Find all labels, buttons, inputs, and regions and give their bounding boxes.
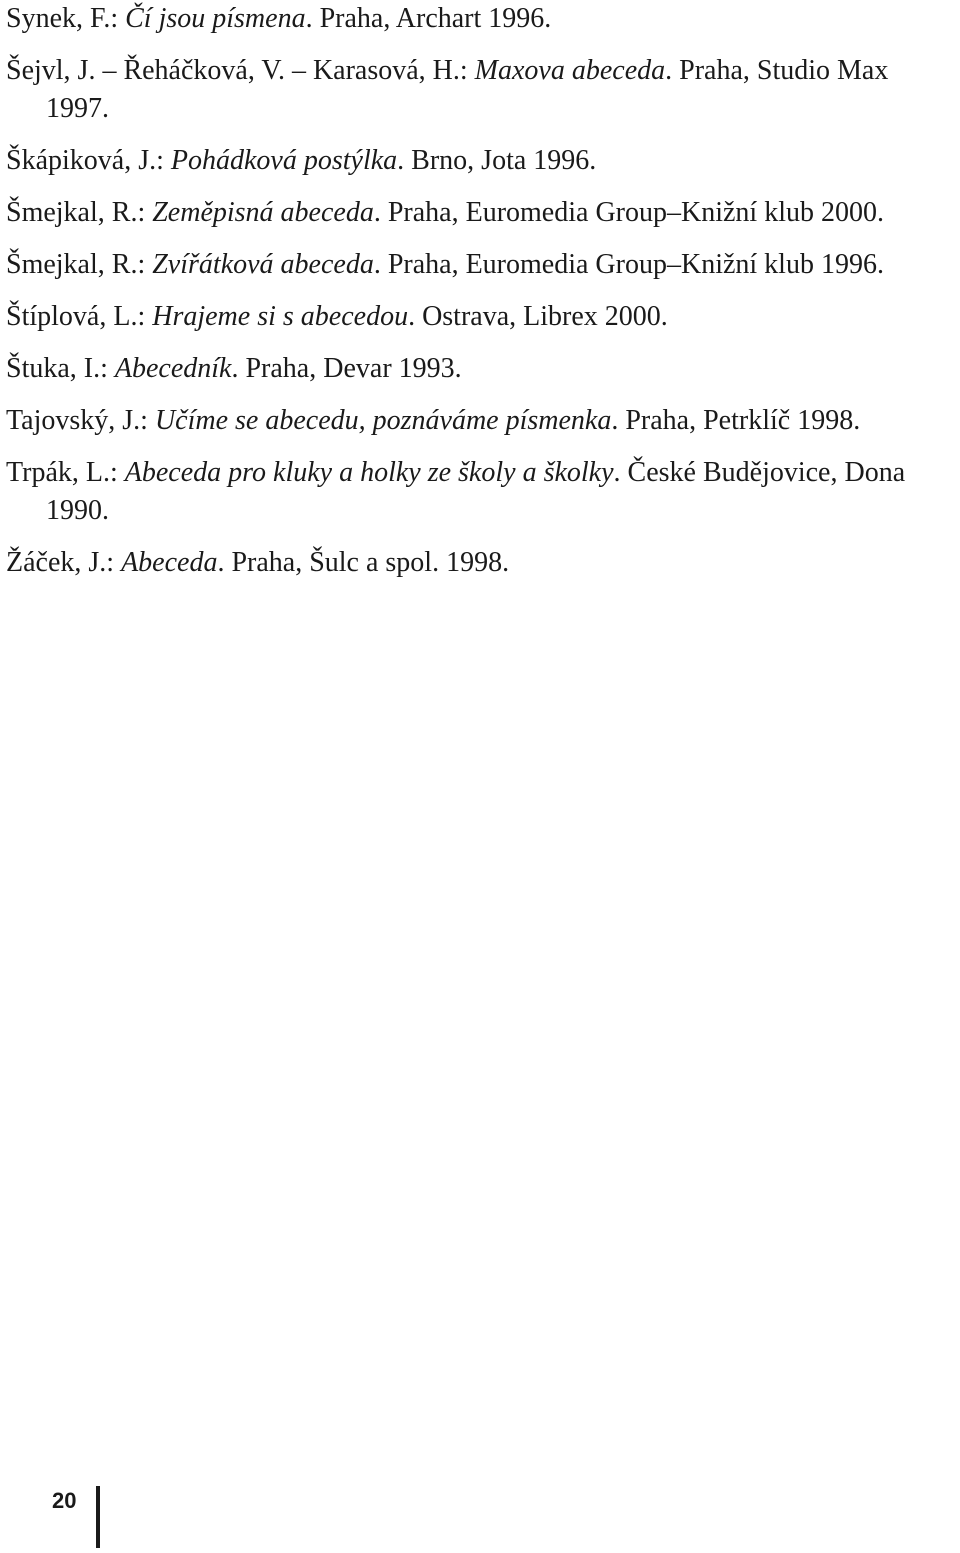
bibliography-entry bbox=[6, 0, 951, 38]
bibliography-entry bbox=[6, 142, 951, 180]
entry-title: Abeceda pro kluky a holky ze školy a školky bbox=[124, 457, 614, 488]
entry-title: Čí jsou písmena bbox=[125, 3, 306, 34]
entry-publication: . Praha, Devar 1993. bbox=[231, 353, 462, 384]
entry-title: Učíme se abecedu, poznáváme písmenka bbox=[154, 405, 612, 436]
entry-author: Synek, F.: bbox=[6, 3, 126, 34]
entry-publication: . Brno, Jota 1996. bbox=[397, 145, 597, 176]
entry-author: Tajovský, J.: bbox=[6, 405, 155, 436]
entry-title: Abeceda bbox=[121, 547, 218, 578]
bibliography-entry bbox=[6, 246, 951, 284]
entry-publication: . Praha, Studio Max 1997. bbox=[46, 55, 889, 124]
entry-author: Štíplová, L.: bbox=[6, 301, 153, 332]
entry-title: Pohádková postýlka bbox=[170, 145, 398, 176]
bibliography-entry bbox=[6, 454, 951, 530]
bibliography-entry bbox=[6, 298, 951, 336]
entry-author: Škápiková, J.: bbox=[6, 145, 171, 176]
bibliography-entry bbox=[6, 544, 951, 582]
entry-title: Zeměpisná abeceda bbox=[152, 197, 374, 228]
bibliography-entry bbox=[6, 350, 951, 388]
page-number: 20 bbox=[52, 1488, 77, 1513]
entry-author: Žáček, J.: bbox=[6, 547, 122, 578]
entry-title: Hrajeme si s abecedou bbox=[152, 301, 409, 332]
entry-publication: . Ostrava, Librex 2000. bbox=[408, 301, 668, 332]
entry-author: Trpák, L.: bbox=[6, 457, 125, 488]
entry-publication: . Praha, Euromedia Group–Knižní klub 1996. bbox=[373, 249, 884, 280]
entry-publication: . Praha, Euromedia Group–Knižní klub 2000. bbox=[373, 197, 884, 228]
bibliography-entry bbox=[6, 402, 951, 440]
entry-author: Šejvl, J. – Řeháčková, V. – Karasová, H.: bbox=[6, 55, 475, 86]
bibliography-entry bbox=[6, 194, 951, 232]
entry-publication: . Praha, Archart 1996. bbox=[305, 3, 552, 34]
bibliography-list bbox=[6, 0, 951, 596]
page-number-divider bbox=[96, 1486, 100, 1548]
entry-author: Šmejkal, R.: bbox=[6, 249, 153, 280]
entry-author: Šmejkal, R.: bbox=[6, 197, 153, 228]
entry-publication: . Praha, Šulc a spol. 1998. bbox=[217, 547, 510, 578]
entry-publication: . České Budějovice, Dona 1990. bbox=[46, 457, 906, 526]
entry-title: Maxova abeceda bbox=[474, 55, 666, 86]
entry-title: Zvířátková abeceda bbox=[152, 249, 374, 280]
entry-publication: . Praha, Petrklíč 1998. bbox=[611, 405, 861, 436]
bibliography-entry bbox=[6, 52, 951, 128]
entry-title: Abecedník bbox=[114, 353, 232, 384]
entry-author: Štuka, I.: bbox=[6, 353, 115, 384]
